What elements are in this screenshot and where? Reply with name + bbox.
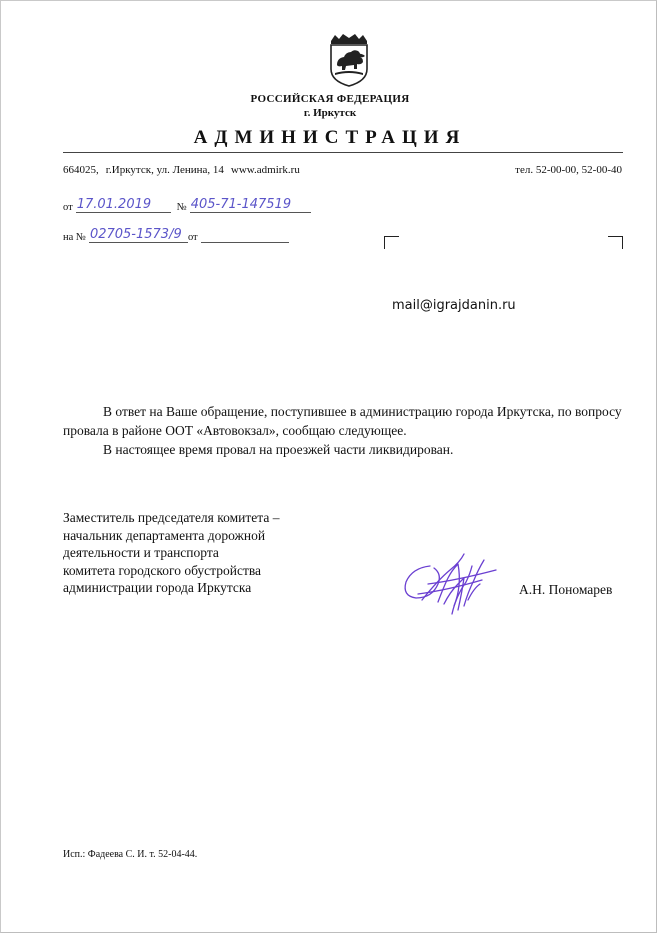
letter-body <box>63 402 633 459</box>
body-paragraph-2: В настоящее время провал на проезжей части ликвидирован. <box>103 442 454 457</box>
signer-position-line: начальник департамента дорожной <box>63 527 266 543</box>
handwritten-signature-icon <box>398 540 518 620</box>
signer-position <box>63 509 363 597</box>
handwritten-outgoing-number: 405-71-147519 <box>190 198 311 213</box>
address-line <box>63 164 307 176</box>
federation-title: РОССИЙСКАЯ ФЕДЕРАЦИЯ <box>250 93 410 105</box>
signer-position-line: деятельности и транспорта <box>63 545 219 560</box>
website-link[interactable]: www.admirk.ru <box>230 164 300 176</box>
number-label: № <box>176 202 187 213</box>
handwritten-date: 17.01.2019 <box>76 198 171 213</box>
incoming-date-blank <box>201 230 289 243</box>
postal-code: 664025, <box>63 164 99 176</box>
signer-position-line: Заместитель председателя комитета – <box>63 510 280 525</box>
phone-numbers: тел. 52-00-00, 52-00-40 <box>515 164 622 176</box>
incoming-date-label: от <box>187 232 198 243</box>
date-label: от <box>63 202 73 213</box>
signer-position-line: комитета городского обустройства <box>63 562 262 578</box>
city-subtitle: г. Иркутск <box>303 107 357 119</box>
handwritten-incoming-number: 02705-1573/9 <box>89 228 188 243</box>
irkutsk-coat-of-arms-icon <box>327 33 371 87</box>
body-paragraph-1: В ответ на Ваше обращение, поступившее в администрацию города Иркутска, по вопросу провала в районе ООТ «Автовокзал», сообщаю следующее. <box>63 404 622 438</box>
address-block-corner-left <box>384 236 399 249</box>
administration-title: АДМИНИСТРАЦИЯ <box>193 127 467 148</box>
addressee-email: mail@igrajdanin.ru <box>392 298 516 313</box>
incoming-number-label: на № <box>63 232 86 243</box>
signer-position-line: администрации города Иркутска <box>63 580 252 595</box>
executor-line: Исп.: Фадеева С. И. т. 52-04-44. <box>63 849 198 860</box>
address-block-corner-right <box>608 236 623 249</box>
outgoing-registration-row <box>63 198 311 213</box>
street-address: г.Иркутск, ул. Ленина, 14 <box>105 164 224 176</box>
header-rule <box>63 152 623 153</box>
incoming-registration-row <box>63 228 289 243</box>
signer-name: А.Н. Пономарев <box>519 582 613 597</box>
